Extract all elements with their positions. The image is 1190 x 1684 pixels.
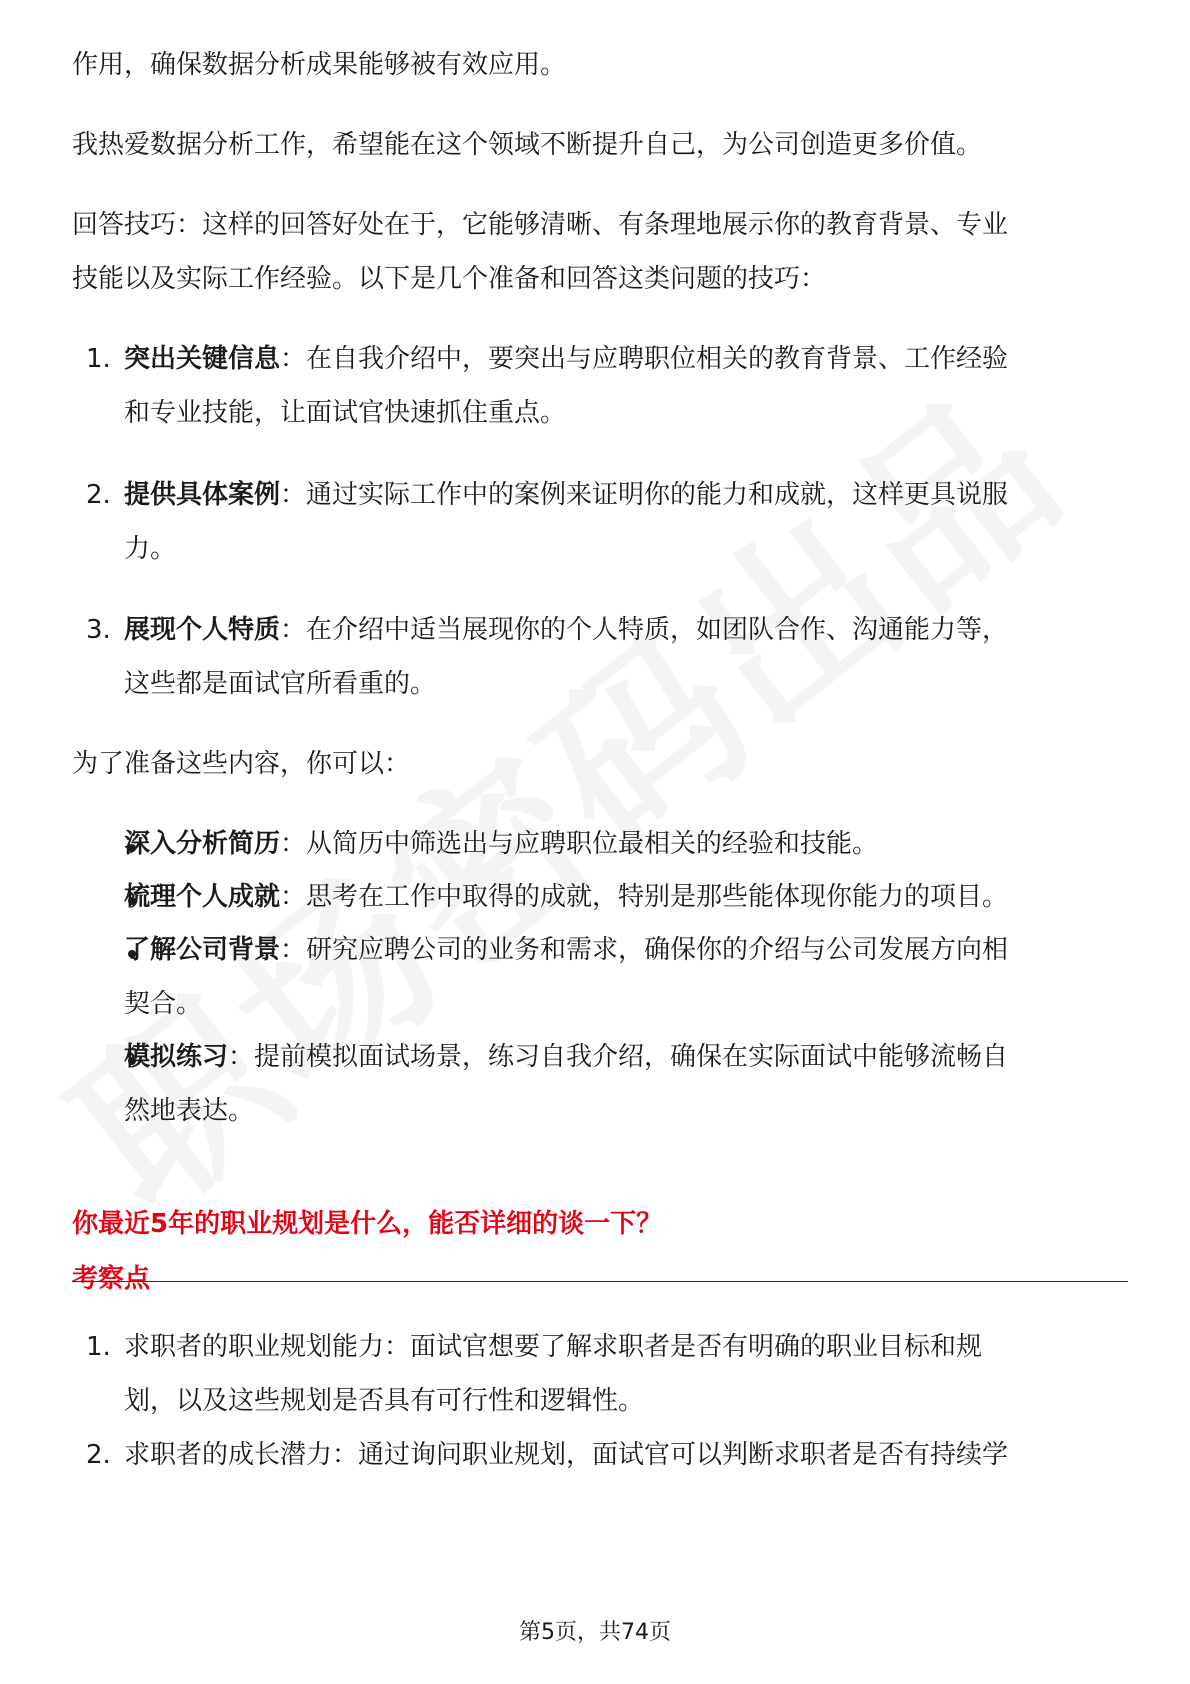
- list-item-line: [124, 933, 1008, 967]
- list-number: 1.: [86, 1332, 111, 1362]
- list-number: 3.: [86, 615, 111, 645]
- list-item-text: 这些都是面试官所看重的。: [124, 669, 437, 699]
- list-item-title: 梳理个人成就: [124, 882, 281, 912]
- section-divider: [72, 1281, 1128, 1282]
- list-item-text: ：从简历中筛选出与应聘职位最相关的经验和技能。: [280, 829, 879, 859]
- list-item-line: [124, 478, 1008, 512]
- list-item-title: 模拟练习: [124, 1042, 229, 1072]
- list-item-text: ：思考在工作中取得的成就，特别是那些能体现你能力的项目。: [280, 882, 1009, 912]
- list-item-title: 提供具体案例: [124, 480, 281, 510]
- question-heading: 你最近5年的职业规划是什么，能否详细的谈一下？: [72, 1209, 663, 1239]
- list-item-title: 展现个人特质: [124, 615, 281, 645]
- page-footer: 第5页，共74页: [519, 1620, 671, 1645]
- list-item-text: 求职者的职业规划能力：面试官想要了解求职者是否有明确的职业目标和规: [124, 1332, 983, 1362]
- paragraph-passion: 我热爱数据分析工作，希望能在这个领域不断提升自己，为公司创造更多价值。: [72, 130, 983, 160]
- list-item-text: 然地表达。: [124, 1096, 255, 1126]
- list-item-line: [124, 342, 1008, 376]
- list-item-text: 和专业技能，让面试官快速抓住重点。: [124, 398, 567, 428]
- list-number: 1.: [86, 344, 111, 374]
- section-label: 考察点: [72, 1264, 151, 1294]
- paragraph-tips-line-2: 技能以及实际工作经验。以下是几个准备和回答这类问题的技巧：: [72, 264, 827, 294]
- paragraph-tips-line-1: 回答技巧：这样的回答好处在于，它能够清晰、有条理地展示你的教育背景、专业: [72, 210, 1009, 240]
- paragraph-continuation: 作用，确保数据分析成果能够被有效应用。: [72, 50, 567, 80]
- list-item-text: ：研究应聘公司的业务和需求，确保你的介绍与公司发展方向相: [280, 935, 1009, 965]
- list-item-text: ：提前模拟面试场景，练习自我介绍，确保在实际面试中能够流畅自: [228, 1042, 1009, 1072]
- list-number: 2.: [86, 1440, 111, 1470]
- list-item-text: 划，以及这些规划是否具有可行性和逻辑性。: [124, 1386, 645, 1416]
- list-item-line: [124, 1040, 1008, 1074]
- list-item-line: [124, 613, 1008, 647]
- list-item-text: ：在介绍中适当展现你的个人特质，如团队合作、沟通能力等，: [280, 615, 1009, 645]
- list-number: 2.: [86, 480, 111, 510]
- list-item-title: 突出关键信息: [124, 344, 281, 374]
- list-item-line: [124, 880, 1008, 914]
- list-item-text: ：通过实际工作中的案例来证明你的能力和成就，这样更具说服: [280, 480, 1009, 510]
- list-item-title: 深入分析简历: [124, 829, 281, 859]
- list-item-text: ：在自我介绍中，要突出与应聘职位相关的教育背景、工作经验: [280, 344, 1009, 374]
- list-item-line: [124, 827, 878, 861]
- prep-intro: 为了准备这些内容，你可以：: [72, 749, 411, 779]
- list-item-text: 力。: [124, 534, 177, 564]
- list-item-text: 求职者的成长潜力：通过询问职业规划，面试官可以判断求职者是否有持续学: [124, 1440, 1009, 1470]
- list-item-title: 了解公司背景: [124, 935, 281, 965]
- list-item-text: 契合。: [124, 989, 203, 1019]
